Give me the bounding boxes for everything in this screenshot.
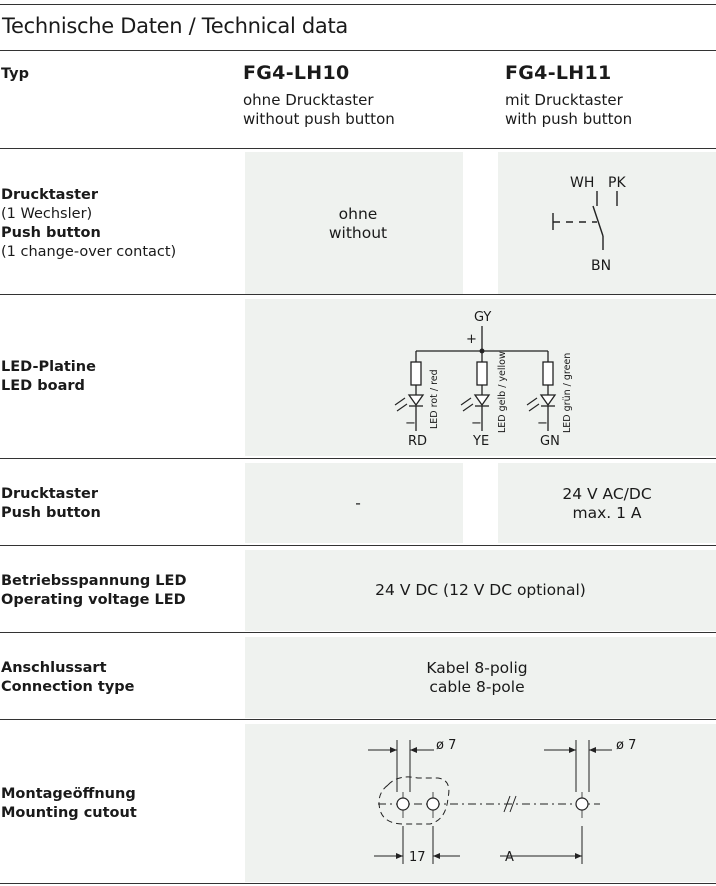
row-connection-label: Anschlussart Connection type <box>1 660 135 695</box>
gy-label: GY <box>474 310 492 325</box>
rule <box>0 545 716 546</box>
dia-right: ø 7 <box>616 738 637 753</box>
bottom-rule <box>0 883 716 884</box>
wire-bn: BN <box>591 258 612 274</box>
row-pushbutton-type-label: Drucktaster (1 Wechsler) Push button (1 change-over contact) <box>1 187 177 260</box>
wire-pk: PK <box>608 175 626 191</box>
led-red-label: LED rot / red <box>429 369 440 429</box>
gn-label: GN <box>540 434 560 449</box>
row-pushbutton-rating-label: Drucktaster Push button <box>1 486 101 521</box>
led-circuit <box>380 305 600 455</box>
row-led-board-label: LED-Platine LED board <box>1 359 96 394</box>
led-yellow-label: LED gelb / yellow <box>497 351 508 433</box>
model-b-name: FG4-LH11 <box>505 62 612 84</box>
rule <box>0 632 716 633</box>
operating-voltage-value: 24 V DC (12 V DC optional) <box>375 581 586 599</box>
row-mounting-label: Montageöffnung Mounting cutout <box>1 786 137 821</box>
dim-17: 17 <box>409 850 426 865</box>
minus-yellow: − <box>471 416 482 431</box>
rating-a-value: - <box>355 494 361 512</box>
rule <box>0 294 716 295</box>
dia-left: ø 7 <box>436 738 457 753</box>
ye-label: YE <box>473 434 490 449</box>
rating-b-value: 24 V AC/DC max. 1 A <box>562 485 652 522</box>
row-operating-voltage-label: Betriebsspannung LED Operating voltage LED <box>1 573 187 608</box>
minus-red: − <box>405 416 416 431</box>
rd-label: RD <box>408 434 428 449</box>
wire-wh: WH <box>570 175 595 191</box>
model-a-desc-de: ohne Drucktaster <box>243 91 374 109</box>
minus-green: − <box>537 416 548 431</box>
top-rule <box>0 4 716 5</box>
connection-value: Kabel 8-polig cable 8-pole <box>426 659 528 696</box>
typ-label: Typ <box>1 66 30 82</box>
switch-symbol <box>540 170 640 280</box>
model-a-name: FG4-LH10 <box>243 62 350 84</box>
model-b-desc-en: with push button <box>505 110 633 128</box>
rule <box>0 50 716 51</box>
led-green-label: LED grün / green <box>562 352 573 433</box>
page-title: Technische Daten / Technical data <box>2 14 349 38</box>
pushbutton-a-value: ohne without <box>328 205 388 242</box>
mounting-cutout-drawing <box>360 730 637 875</box>
rule <box>0 458 716 459</box>
rule <box>0 719 716 720</box>
dim-a: A <box>505 850 514 865</box>
rule <box>0 148 716 149</box>
plus-label: + <box>466 332 477 347</box>
model-b-desc-de: mit Drucktaster <box>505 91 623 109</box>
model-a-desc-en: without push button <box>243 110 395 128</box>
